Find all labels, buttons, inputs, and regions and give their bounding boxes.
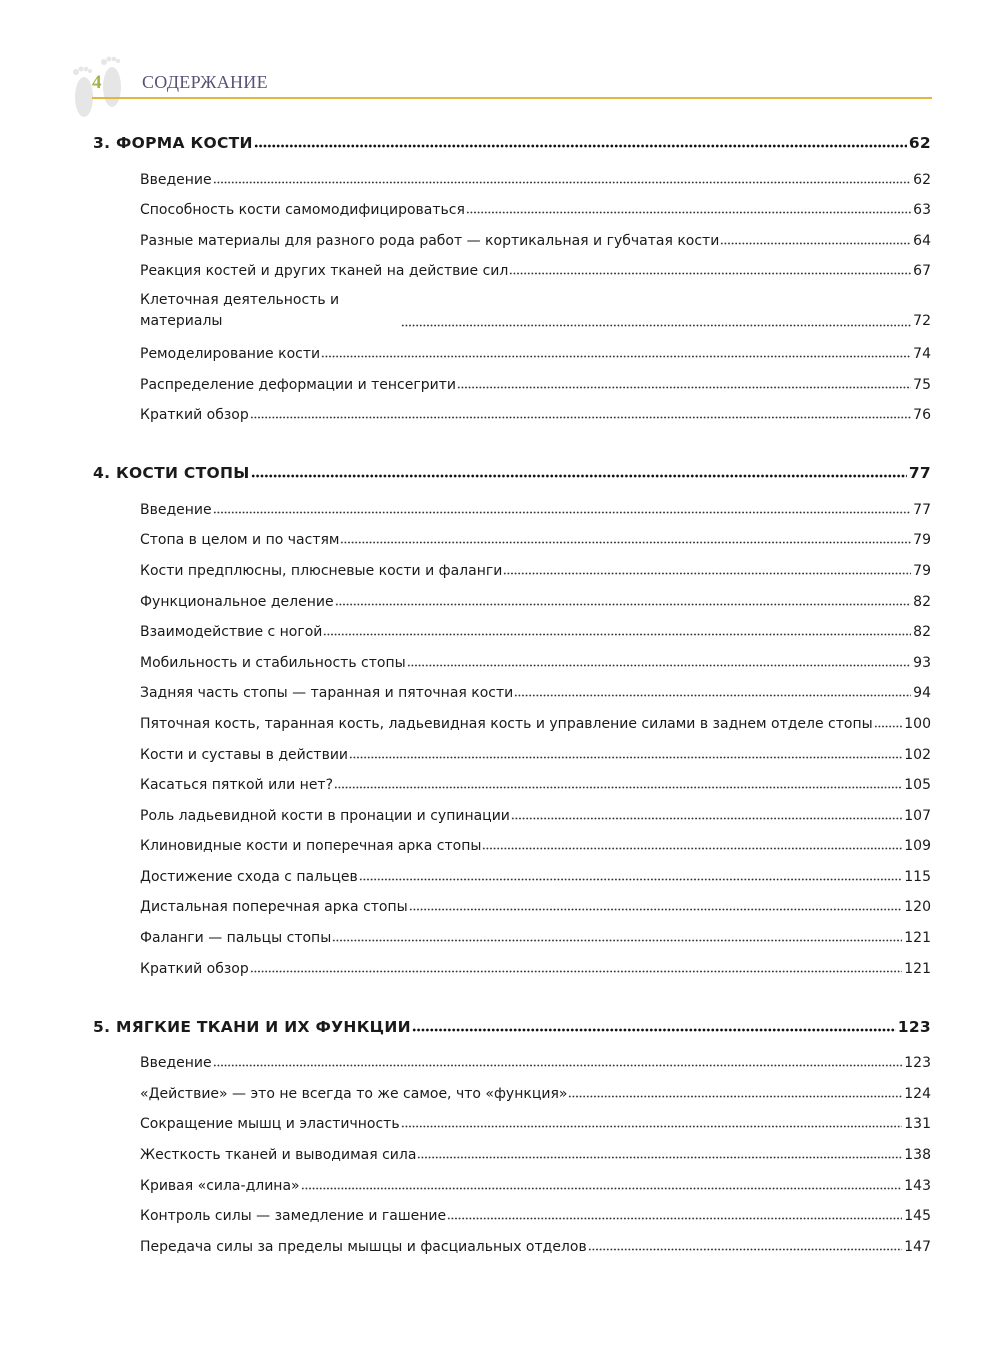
dot-leader xyxy=(509,269,911,275)
header-divider xyxy=(92,97,932,99)
toc-title: Мобильность и стабильность стопы xyxy=(140,654,406,671)
toc-page: 77 xyxy=(908,464,931,483)
dot-leader xyxy=(323,630,911,636)
toc-page: 138 xyxy=(904,1147,931,1164)
toc-title: Краткий обзор xyxy=(140,407,249,424)
dot-leader xyxy=(401,321,911,327)
toc-page: 72 xyxy=(913,313,931,330)
toc-title: Функциональное деление xyxy=(140,593,334,610)
toc-title: Кривая «сила-длина» xyxy=(140,1177,300,1194)
footprints-icon xyxy=(62,52,142,122)
toc-title: Стопа в целом и по частям xyxy=(140,532,340,549)
toc-entry[interactable] xyxy=(93,886,931,917)
toc-page: 63 xyxy=(913,202,931,219)
dot-leader xyxy=(417,1153,902,1159)
toc-page: 115 xyxy=(904,868,931,885)
dot-leader xyxy=(874,722,903,728)
toc-title: Роль ладьевидной кости в пронации и супинации xyxy=(140,807,510,824)
toc-entry[interactable] xyxy=(93,825,931,856)
toc-entry[interactable] xyxy=(93,947,931,978)
section-heading[interactable] xyxy=(93,128,931,152)
toc-page: 75 xyxy=(913,376,931,393)
dot-leader xyxy=(511,814,902,820)
toc-page: 123 xyxy=(904,1055,931,1072)
dot-leader xyxy=(457,383,911,389)
dot-leader xyxy=(447,1214,902,1220)
toc-entry[interactable] xyxy=(93,488,931,519)
dot-leader xyxy=(213,1061,903,1067)
toc-entry[interactable] xyxy=(93,1042,931,1073)
toc-entry[interactable] xyxy=(93,219,931,250)
toc-page: 109 xyxy=(904,838,931,855)
toc-title: 5. МЯГКИЕ ТКАНИ И ИХ ФУНКЦИИ xyxy=(93,1017,411,1036)
running-title: СОДЕРЖАНИЕ xyxy=(142,72,268,92)
dot-leader xyxy=(250,967,903,973)
toc-title: Распределение деформации и тенсегрити xyxy=(140,376,456,393)
dot-leader xyxy=(482,844,902,850)
dot-leader xyxy=(720,239,911,245)
toc-title: Сокращение мышц и эластичность xyxy=(140,1116,400,1133)
toc-page: 143 xyxy=(904,1177,931,1194)
toc-title: Взаимодействие с ногой xyxy=(140,624,323,641)
toc-page: 77 xyxy=(913,501,931,518)
dot-leader xyxy=(332,936,902,942)
toc-title: Ремоделирование кости xyxy=(140,345,321,362)
dot-leader xyxy=(321,352,911,358)
toc-entry[interactable] xyxy=(93,549,931,580)
toc-title: Краткий обзор xyxy=(140,960,249,977)
toc-page: 121 xyxy=(904,960,931,977)
toc-entry[interactable] xyxy=(93,855,931,886)
toc-entry[interactable] xyxy=(93,363,931,394)
dot-leader xyxy=(359,875,903,881)
toc-page: 62 xyxy=(913,171,931,188)
dot-leader xyxy=(568,1092,902,1098)
toc-title: 3. ФОРМА КОСТИ xyxy=(93,134,253,152)
dot-leader xyxy=(514,691,911,697)
toc-title: Введение xyxy=(140,171,212,188)
toc-page: 64 xyxy=(913,232,931,249)
dot-leader xyxy=(503,569,911,575)
dot-leader xyxy=(334,783,902,789)
toc-entry[interactable] xyxy=(93,733,931,764)
toc-entry[interactable] xyxy=(93,580,931,611)
toc-title: Контроль силы — замедление и гашение xyxy=(140,1208,447,1225)
dot-leader xyxy=(349,753,902,759)
page-header xyxy=(62,52,932,100)
toc-title: Реакция костей и других тканей на действие сил xyxy=(140,263,509,280)
toc-title: Пяточная кость, таранная кость, ладьевидная кость и управление силами в заднем отделе стопы xyxy=(140,715,873,732)
dot-leader xyxy=(301,1184,903,1190)
toc-entry[interactable] xyxy=(93,672,931,703)
toc-entry[interactable] xyxy=(93,189,931,220)
toc-page: 120 xyxy=(904,899,931,916)
toc-page: 93 xyxy=(913,654,931,671)
toc-page: 67 xyxy=(913,263,931,280)
toc-page: 123 xyxy=(897,1017,931,1036)
toc-entry[interactable] xyxy=(93,1225,931,1256)
toc-title: Жесткость тканей и выводимая сила xyxy=(140,1147,417,1164)
toc-title: 4. КОСТИ СТОПЫ xyxy=(93,464,250,483)
toc-entry[interactable] xyxy=(93,916,931,947)
dot-leader xyxy=(409,905,903,911)
toc-entry[interactable] xyxy=(93,1072,931,1103)
toc-title: Клеточная деятельность и материалы xyxy=(140,292,340,330)
dot-leader xyxy=(254,142,907,148)
dot-leader xyxy=(213,178,912,184)
toc-entry[interactable] xyxy=(93,764,931,795)
dot-leader xyxy=(466,208,911,214)
dot-leader xyxy=(213,508,912,514)
toc-title: Введение xyxy=(140,1055,212,1072)
toc-page: 74 xyxy=(913,345,931,362)
toc-title: Фаланги — пальцы стопы xyxy=(140,930,332,947)
toc-entry[interactable] xyxy=(93,250,931,281)
toc-page: 131 xyxy=(904,1116,931,1133)
toc-page: 82 xyxy=(913,593,931,610)
dot-leader xyxy=(340,538,911,544)
toc-page: 105 xyxy=(904,777,931,794)
dot-leader xyxy=(251,472,907,478)
section-heading[interactable] xyxy=(93,458,931,482)
toc-entry[interactable] xyxy=(93,641,931,672)
toc-page: 82 xyxy=(913,624,931,641)
toc-title: Передача силы за пределы мышцы и фасциальных отделов xyxy=(140,1238,587,1255)
toc-title: Введение xyxy=(140,501,212,518)
toc-entry[interactable] xyxy=(93,1195,931,1226)
toc-page: 124 xyxy=(904,1085,931,1102)
toc-title: Достижение схода с пальцев xyxy=(140,868,358,885)
toc-page: 145 xyxy=(904,1208,931,1225)
toc-title: Кости предплюсны, плюсневые кости и фаланги xyxy=(140,562,503,579)
toc-page: 147 xyxy=(904,1238,931,1255)
dot-leader xyxy=(407,661,912,667)
toc-page: 79 xyxy=(913,562,931,579)
dot-leader xyxy=(335,600,912,606)
toc-entry[interactable] xyxy=(93,394,931,425)
dot-leader xyxy=(401,1122,903,1128)
toc-page: 102 xyxy=(904,746,931,763)
toc-entry[interactable] xyxy=(93,702,931,733)
toc-title: Клиновидные кости и поперечная арка стопы xyxy=(140,838,482,855)
toc-page: 107 xyxy=(904,807,931,824)
toc-page: 100 xyxy=(904,715,931,732)
toc-entry[interactable] xyxy=(93,611,931,642)
toc-entry[interactable] xyxy=(93,519,931,550)
toc-title: Дистальная поперечная арка стопы xyxy=(140,899,408,916)
toc-page: 79 xyxy=(913,532,931,549)
toc-entry[interactable] xyxy=(93,794,931,825)
toc-title: Кости и суставы в действии xyxy=(140,746,349,763)
page-number: 4 xyxy=(92,72,102,93)
toc-title: Способность кости самомодифицироваться xyxy=(140,202,465,219)
dot-leader xyxy=(412,1026,896,1032)
toc-entry[interactable] xyxy=(93,1164,931,1195)
toc-page: 94 xyxy=(913,685,931,702)
toc-page: 121 xyxy=(904,930,931,947)
toc-entry[interactable] xyxy=(93,280,931,332)
toc-entry[interactable] xyxy=(93,1103,931,1134)
toc-page: 62 xyxy=(908,134,931,152)
toc-entry[interactable] xyxy=(93,1133,931,1164)
toc-title: Задняя часть стопы — таранная и пяточная кости xyxy=(140,685,514,702)
toc-page: 76 xyxy=(913,407,931,424)
toc-title: «Действие» — это не всегда то же самое, что «функция» xyxy=(140,1085,568,1102)
toc-entry[interactable] xyxy=(93,158,931,189)
toc-title: Касаться пяткой или нет? xyxy=(140,777,334,794)
toc-title: Разные материалы для разного рода работ — кортикальная и губчатая кости xyxy=(140,232,720,249)
table-of-contents xyxy=(93,128,931,1256)
toc-entry[interactable] xyxy=(93,332,931,363)
dot-leader xyxy=(250,413,911,419)
section-heading[interactable] xyxy=(93,1012,931,1036)
dot-leader xyxy=(588,1245,903,1251)
